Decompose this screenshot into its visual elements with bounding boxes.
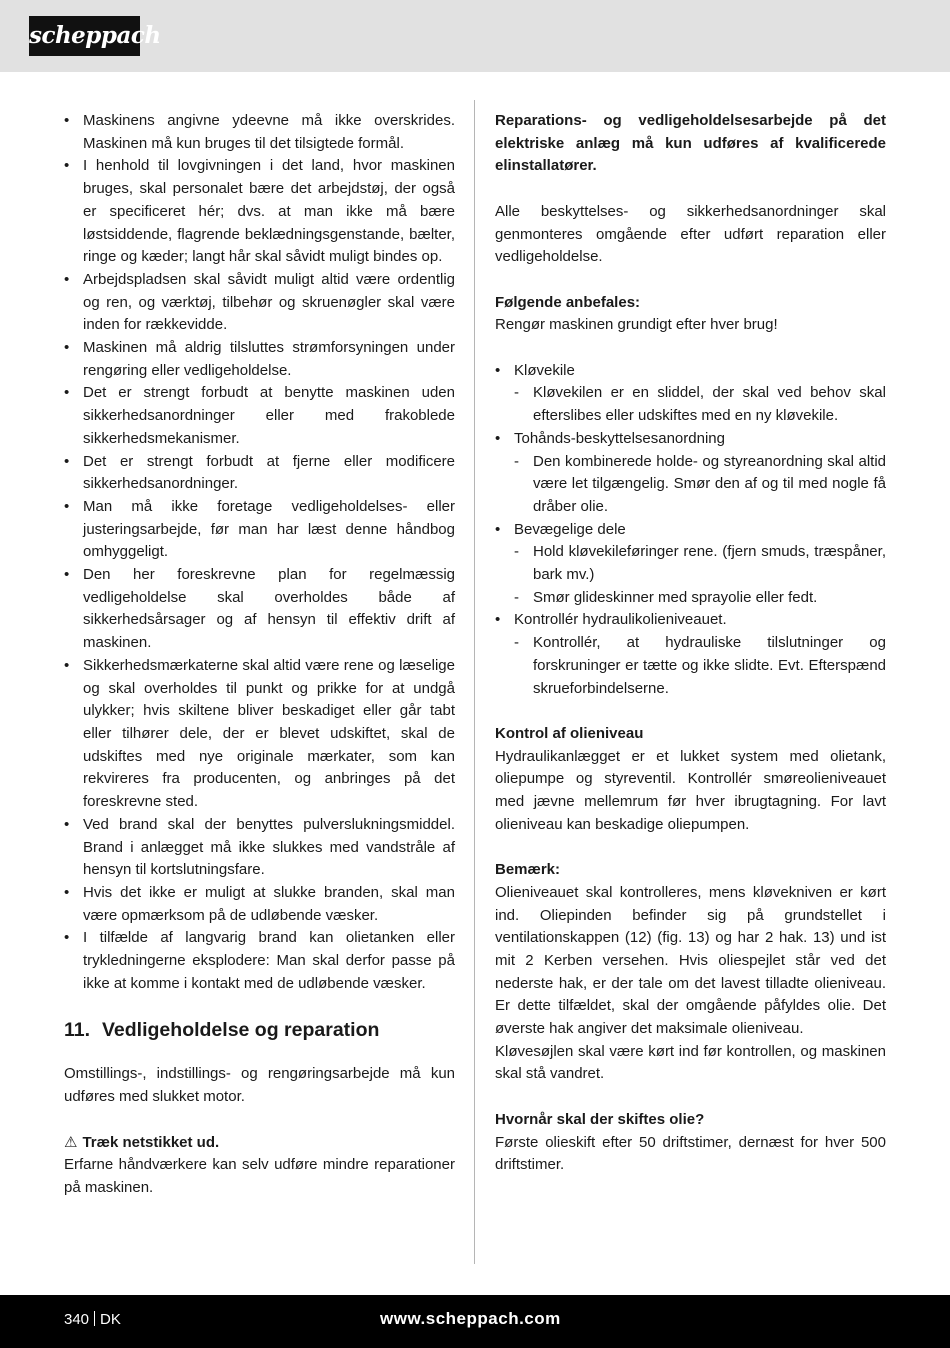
warning-text: Erfarne håndværkere kan selv udføre mindre reparationer på maskinen.	[64, 1156, 455, 1196]
oil-change-text: Første olieskift efter 50 driftstimer, dernæst for hver 500 driftstimer.	[495, 1133, 886, 1174]
right-column	[495, 110, 886, 1177]
section-number: 11.	[64, 1019, 91, 1042]
website-url: www.scheppach.com	[380, 1309, 561, 1328]
sub-item: - Hold kløvekileføringer rene. (fjern smuds, træspåner, bark mv.)	[514, 541, 886, 586]
page-header	[0, 0, 950, 72]
oil-level-heading: Kontrol af olieniveau	[495, 724, 644, 742]
protection-text: Alle beskyttelses- og sikkerhedsanordninger skal genmonteres omgående efter udført reparation eller vedligeholdelse.	[495, 202, 886, 266]
sub-item: - Den kombinerede holde- og styreanordning skal altid være let tilgængelig. Smør den af og til med nogle få dråber olie.	[514, 451, 886, 519]
list-item: • Sikkerhedsmærkaterne skal altid være rene og læselige og skal overholdes til punkt og prikke for at undgå ulykker; hvis skiltene bliver beskadiget eller går tabt eller tilhører dele, der er blevet udskiftet, skal de udskiftes med nye originale mærkater, som kan rekvireres fra producenten, og anbringes på det foreskrevne sted.	[64, 655, 455, 814]
list-item	[495, 428, 886, 519]
list-item: • Den her foreskrevne plan for regelmæssig vedligeholdelse skal overholdes både af sikkerhedsårsager og af hensyn til effektiv drift af maskinen.	[64, 564, 455, 655]
oil-level-text: Hydraulikanlægget er et lukket system med olietank, oliepumpe og styreventil. Kontrollér smøreolieniveauet med jævne mellemrum før hver ibrugtagning. For lavt olieniveau kan beskadige oliepumpen.	[495, 747, 886, 833]
recommend-heading: Følgende anbefales:	[495, 293, 641, 311]
footer-separator	[94, 1311, 95, 1326]
sub-item: - Kontrollér, at hydrauliske tilslutninger og forskruninger er tætte og ikke slidte. Evt. Efterspænd skrueforbindelserne.	[514, 632, 886, 700]
column-divider	[474, 100, 475, 1264]
list-item: • Man må ikke foretage vedligeholdelses- eller justeringsarbejde, før man har læst denne håndbog omhyggeligt.	[64, 496, 455, 564]
list-item: • Arbejdspladsen skal såvidt muligt altid være ordentlig og ren, og værktøj, tilbehør og skruenøgler skal være inden for rækkevidde.	[64, 269, 455, 337]
oil-change-heading: Hvornår skal der skiftes olie?	[495, 1110, 705, 1128]
list-item: • I tilfælde af langvarig brand kan olietanken eller trykledningerne eksplodere: Man skal derfor passe på ikke at komme i kontakt med de udløbende væsker.	[64, 927, 455, 995]
sub-item: - Kløvekilen er en sliddel, der skal ved behov skal efterslibes eller udskiftes med en ny kløvekile.	[514, 382, 886, 427]
page-number	[64, 1310, 121, 1330]
sub-item: - Smør glideskinner med sprayolie eller fedt.	[514, 587, 886, 610]
item-label: Kløvekile	[514, 361, 575, 379]
list-item: • Hvis det ikke er muligt at slukke branden, skal man være opmærksom på de udløbende væsker.	[64, 882, 455, 927]
section-title: Vedligeholdelse og reparation	[102, 1019, 380, 1042]
page-footer	[0, 1295, 950, 1348]
list-item: • Maskinen må aldrig tilsluttes strømforsyningen under rengøring eller vedligeholdelse.	[64, 337, 455, 382]
safety-bullet-list	[64, 110, 455, 995]
warning-heading	[64, 1132, 455, 1155]
language-code: DK	[100, 1311, 121, 1328]
note-text-2: Kløvesøjlen skal være kørt ind før kontrollen, og maskinen skal stå vandret.	[495, 1042, 886, 1083]
list-item	[495, 609, 886, 700]
section-heading	[64, 1017, 455, 1043]
maintenance-item-list	[495, 360, 886, 701]
electrical-notice: Reparations- og vedligeholdelsesarbejde på det elektriske anlæg må kun udføres af kvalificerede elinstallatører.	[495, 112, 886, 175]
list-item	[495, 360, 886, 428]
list-item: • I henhold til lovgivningen i det land, hvor maskinen bruges, skal personalet bære det arbejdstøj, der også er specificeret hér; dvs. at man ikke må bære løstsiddende, flagrende beklædningsgenstande, bælter, ringe og kæder; langt hår skal såvidt muligt bindes op.	[64, 155, 455, 269]
maintenance-intro: Omstillings-, indstillings- og rengøringsarbejde må kun udføres med slukket motor.	[64, 1065, 455, 1106]
list-item	[495, 519, 886, 610]
page-number-value: 340	[64, 1311, 90, 1328]
list-item: • Ved brand skal der benyttes pulverslukningsmiddel. Brand i anlægget må ikke slukkes med vandstråle af hensyn til kortslutningsfare.	[64, 814, 455, 882]
list-item: • Det er strengt forbudt at fjerne eller modificere sikkerhedsanordninger.	[64, 451, 455, 496]
note-text: Olieniveauet skal kontrolleres, mens kløvekniven er kørt ind. Oliepinden befinder sig på grundstellet i ventilationskappen (12) (fig. 13) og har 2 hak. 13) und ist mit 2 Kerben versehen. Hvis oliespejlet står ved det nederste hak, er der tale om det lavest tilladte olieniveau. Er dette tilfældet, skal der omgående påfyldes olie. Det øverste hak angiver det maksimale olieniveau.	[495, 883, 886, 1038]
recommend-text: Rengør maskinen grundigt efter hver brug!	[495, 316, 778, 334]
item-label: Kontrollér hydraulikolieniveauet.	[514, 611, 727, 629]
warning-triangle-icon: ⚠	[64, 1133, 78, 1151]
list-item: • Maskinens angivne ydeevne må ikke overskrides. Maskinen må kun bruges til det tilsigtede formål.	[64, 110, 455, 155]
left-column	[64, 110, 455, 1200]
item-label: Tohånds-beskyttelsesanordning	[514, 429, 725, 447]
scheppach-logo: scheppach	[29, 16, 140, 56]
note-heading: Bemærk:	[495, 861, 561, 879]
list-item: • Det er strengt forbudt at benytte maskinen uden sikkerhedsanordninger eller med frakoblede sikkerhedsmekanismer.	[64, 382, 455, 450]
warning-title: Træk netstikket ud.	[82, 1133, 220, 1151]
item-label: Bevægelige dele	[514, 520, 626, 538]
